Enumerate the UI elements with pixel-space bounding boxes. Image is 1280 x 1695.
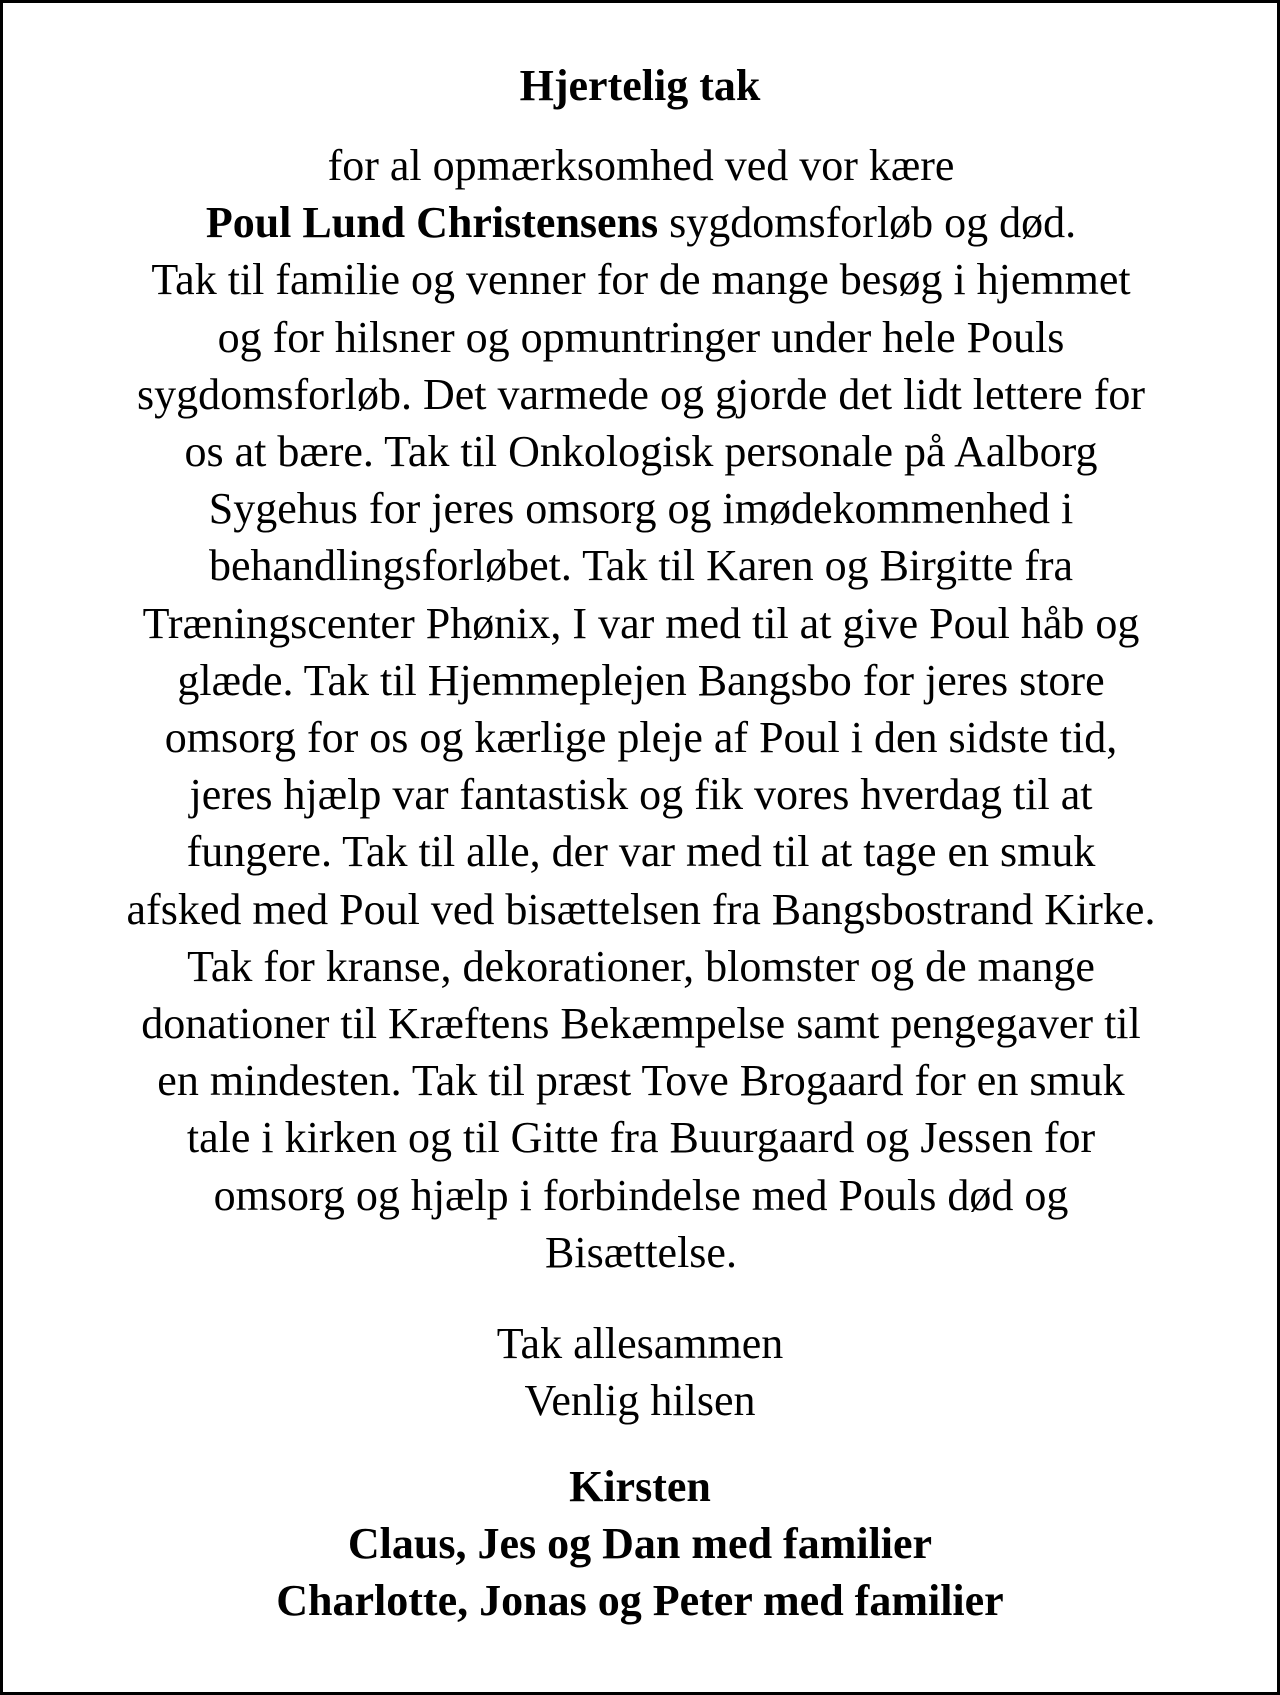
closing-thanks: Tak allesammen (496, 1319, 784, 1368)
body-line: behandlingsforløbet. Tak til Karen og Birgitte fra (208, 541, 1074, 591)
deceased-name-suffix: sygdomsforløb og død. (658, 198, 1077, 248)
body-line: omsorg for os og kærlige pleje af Poul i den sidste tid, (164, 713, 1118, 763)
notice-title: Hjertelig tak (519, 61, 761, 110)
closing-block (3, 1315, 1277, 1429)
body-line: os at bære. Tak til Onkologisk personale på Aalborg (184, 427, 1098, 477)
signer-line: Charlotte, Jonas og Peter med familier (276, 1576, 1004, 1625)
intro-line: for al opmærksomhed ved vor kære (327, 141, 955, 190)
body-line: Sygehus for jeres omsorg og imødekommenhed i (208, 484, 1074, 534)
body-line: omsorg og hjælp i forbindelse med Pouls død og (213, 1170, 1069, 1220)
body-line: donationer til Kræftens Bekæmpelse samt pengegaver til (141, 999, 1141, 1049)
closing-greeting: Venlig hilsen (524, 1376, 756, 1425)
deceased-name: Poul Lund Christensens (205, 198, 659, 248)
body-line: Bisættelse. (545, 1227, 737, 1277)
body-line: Tak til familie og venner for de mange besøg i hjemmet (151, 255, 1131, 305)
body-line: en mindesten. Tak til præst Tove Brogaard for en smuk (157, 1056, 1125, 1106)
signer-line: Kirsten (569, 1462, 711, 1511)
body-line: Tak for kranse, dekorationer, blomster og de mange (187, 941, 1095, 991)
body-line: glæde. Tak til Hjemmeplejen Bangsbo for jeres store (177, 655, 1105, 705)
notice-body (33, 137, 1249, 1281)
body-line: tale i kirken og til Gitte fra Buurgaard og Jessen for (186, 1113, 1096, 1163)
body-line: afsked med Poul ved bisættelsen fra Bangsbostrand Kirke. (126, 884, 1156, 934)
body-line: sygdomsforløb. Det varmede og gjorde det lidt lettere for (136, 369, 1146, 419)
body-line: jeres hjælp var fantastisk og fik vores hverdag til at (189, 770, 1093, 820)
deceased-line (33, 194, 1249, 251)
body-line: Træningscenter Phønix, I var med til at give Poul håb og (142, 598, 1140, 648)
body-line: fungere. Tak til alle, der var med til at tage en smuk (186, 827, 1096, 877)
body-line: og for hilsner og opmuntringer under hele Pouls (217, 312, 1065, 362)
signer-line: Claus, Jes og Dan med familier (347, 1519, 933, 1568)
signers-block (3, 1458, 1277, 1629)
